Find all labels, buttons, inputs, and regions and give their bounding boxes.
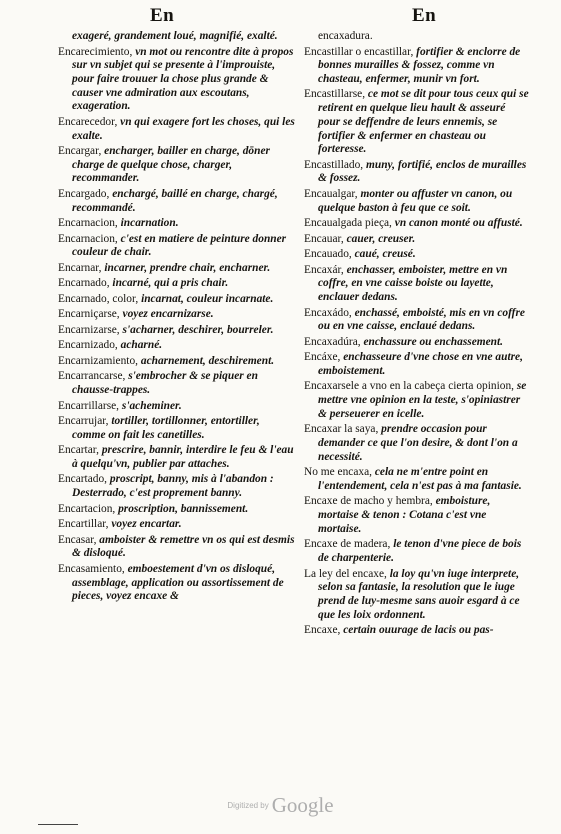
definition: emboisture, mortaise & tenon : Cotana c'est vne mortaise. [318,495,491,535]
dictionary-entry [304,307,530,334]
definition: prendre occasion pour demander ce que l'on desire, & dont l'on a necessité. [318,423,518,463]
headword: Encastillar o encastillar, [304,45,414,58]
headword: Encastillado, [304,158,364,171]
headword: Encaualgada pieça, [304,217,392,230]
definition: s'acharner, deschirer, bourreler. [122,323,274,336]
definition: proscript, banny, mis à l'abandon : Desterrado, c'est proprement banny. [72,473,274,500]
watermark-logo: Google [271,793,334,817]
headword: Encarnizarse, [58,323,120,336]
headword: Encaxe de madera, [304,538,391,551]
definition: enchasser, emboister, mettre en vn coffre, en vne caisse boiste ou layette, enclauer dedans. [318,263,508,304]
definition: fortifier & enclorre de bonnes murailles & fossez, comme vn chasteau, enfermer, munir vn fort. [318,45,521,85]
dictionary-entry [304,233,530,247]
headword: Encaxádo, [304,306,352,319]
definition: ce mot se dit pour tous ceux qui se retirent en quelque lieu hault & asseuré pour se deffendre de leurs ennemis, se fortifier & enfermer en chasteau ou forteresse. [318,88,529,156]
dictionary-entry [58,339,296,353]
headword: Encarrancarse, [58,370,126,383]
page-edge-mark [38,824,78,825]
headword: Encarrillarse, [58,399,120,412]
headword: Encaxarsele a vno en la cabeça cierta opinion, [304,380,514,393]
dictionary-entry [58,262,296,276]
headword: La ley del encaxe, [304,567,387,580]
dictionary-entry [58,355,296,369]
definition: prescrire, bannir, interdire le feu & l'eau à quelqu'vn, publier par attaches. [72,444,294,470]
dictionary-entry [58,473,296,500]
definition: proscription, bannissement. [118,502,249,515]
headword: Encasamiento, [58,562,125,575]
dictionary-entry [58,116,296,143]
dictionary-entry [58,233,296,260]
watermark [0,793,561,818]
dictionary-entry [58,46,296,115]
definition: exageré, grandement loué, magnifié, exalté. [72,30,278,42]
headword: Encarniçarse, [58,308,120,321]
definition: cela ne m'entre point en l'entendement, cela n'est pas à ma fantasie. [318,466,522,492]
dictionary-entry [58,563,296,604]
definition: voyez encarnizarse. [122,308,214,321]
definition: muny, fortifié, enclos de murailles & fossez. [318,158,527,185]
headword: Encarnacion, [58,232,118,245]
dictionary-entry [304,264,530,305]
running-header-right: En [412,5,437,26]
dictionary-entry [304,423,530,464]
definition: caué, creusé. [354,248,416,261]
definition: vn canon monté ou affusté. [394,217,523,230]
dictionary-entry [58,30,296,44]
definition: enchassé, emboisté, mis en vn coffre ou en vne caisse, enclaué dedans. [318,306,525,333]
dictionary-entry [304,217,530,231]
definition: le tenon d'vne piece de bois de charpenterie. [318,538,522,565]
definition: enchassure ou enchassement. [363,335,504,348]
headword: encaxadura. [318,30,373,42]
headword: Encauado, [304,248,352,261]
dictionary-entry [304,495,530,536]
definition: emboestement d'vn os disloqué, assemblage, application ou assortissement de pieces, voyez encaxe & [72,562,284,603]
headword: No me encaxa, [304,466,372,479]
definition: s'embrocher & se piquer en chausse-trappes. [72,370,258,397]
definition: vn mot ou rencontre dite à propos sur vn subjet qui se presente à l'improuiste, pour faire trouuer la chose plus grande & causer vne admiration aux escoutans, exageration. [72,45,294,113]
definition: incarnat, couleur incarnate. [141,292,274,305]
dictionary-entry [304,351,530,378]
definition: incarnation. [120,217,179,230]
dictionary-entry [304,248,530,262]
definition: acharné. [120,339,163,352]
headword: Encarnizado, [58,339,118,352]
dictionary-entry [304,188,530,215]
definition: se mettre vne opinion en la teste, s'opiniastrer & perseuerer en icelle. [318,380,527,420]
dictionary-entry [304,159,530,186]
dictionary-entry [304,568,530,623]
definition: cauer, creuser. [346,232,416,245]
headword: Encaxar la saya, [304,423,379,436]
dictionary-entry [304,336,530,350]
headword: Encaxadúra, [304,335,361,348]
definition: enchargé, baillé en charge, chargé, recommandé. [72,187,278,214]
definition: incarner, prendre chair, encharner. [104,261,271,274]
headword: Encarnado, color, [58,292,139,305]
right-column [304,30,530,640]
dictionary-entry [58,188,296,215]
headword: Encaualgar, [304,187,358,200]
definition: certain ouurage de lacis ou pas- [343,624,494,637]
headword: Encaxár, [304,263,344,276]
dictionary-entry [304,624,530,638]
dictionary-entry [58,324,296,338]
definition: amboister & remettre vn os qui est desmis & disloqué. [72,533,295,560]
dictionary-entry [58,293,296,307]
headword: Encarecimiento, [58,45,133,58]
dictionary-entry [58,370,296,397]
dictionary-entry [58,145,296,186]
dictionary-entry [304,30,530,44]
watermark-prefix: Digitized by [227,801,269,810]
headword: Encáxe, [304,351,341,364]
headword: Encaxe de macho y hembra, [304,495,433,508]
headword: Encastillarse, [304,88,366,101]
headword: Encargado, [58,187,110,200]
headword: Encartillar, [58,518,109,531]
headword: Encaxe, [304,624,341,637]
definition: c'est en matiere de peinture donner couleur de chair. [72,232,287,259]
headword: Encarnado, [58,277,110,290]
headword: Encarnar, [58,261,102,274]
dictionary-entry [58,308,296,322]
definition: monter ou affuster vn canon, ou quelque baston à feu que ce soit. [318,187,513,214]
dictionary-entry [58,518,296,532]
dictionary-entry [58,277,296,291]
dictionary-entry [304,46,530,87]
headword: Encartar, [58,444,99,457]
dictionary-entry [58,534,296,561]
dictionary-entry [304,380,530,421]
definition: encharger, bailler en charge, dōner charge de quelque chose, charger, recommander. [72,145,270,185]
headword: Encasar, [58,533,97,546]
dictionary-entry [58,503,296,517]
definition: enchasseure d'vne chose en vne autre, emboistement. [318,351,523,377]
headword: Encarnacion, [58,217,118,230]
dictionary-entry [304,88,530,157]
headword: Encargar, [58,145,102,158]
definition: voyez encartar. [111,518,182,531]
definition: la loy qu'vn iuge interprete, selon sa fantasie, la resolution que le iuge prend de luy-mesme sans auoir esgard à ce que les loix ordonnent. [318,567,520,621]
headword: Encartado, [58,473,108,486]
definition: vn qui exagere fort les choses, qui les exalte. [72,115,295,142]
headword: Encartacion, [58,502,116,515]
dictionary-entry [58,444,296,471]
headword: Encarecedor, [58,115,118,128]
headword: Encarnizamiento, [58,354,139,367]
definition: s'acheminer. [121,399,182,412]
running-header-left: En [150,5,175,26]
dictionary-entry [304,466,530,493]
definition: acharnement, deschirement. [140,354,275,367]
dictionary-entry [58,217,296,231]
left-column [58,30,296,606]
definition: tortiller, tortillonner, entortiller, comme on fait les canetilles. [72,415,260,441]
definition: incarné, qui a pris chair. [112,277,229,290]
dictionary-entry [58,400,296,414]
dictionary-entry [58,415,296,442]
headword: Encauar, [304,232,344,245]
headword: Encarrujar, [58,415,109,428]
dictionary-entry [304,538,530,565]
